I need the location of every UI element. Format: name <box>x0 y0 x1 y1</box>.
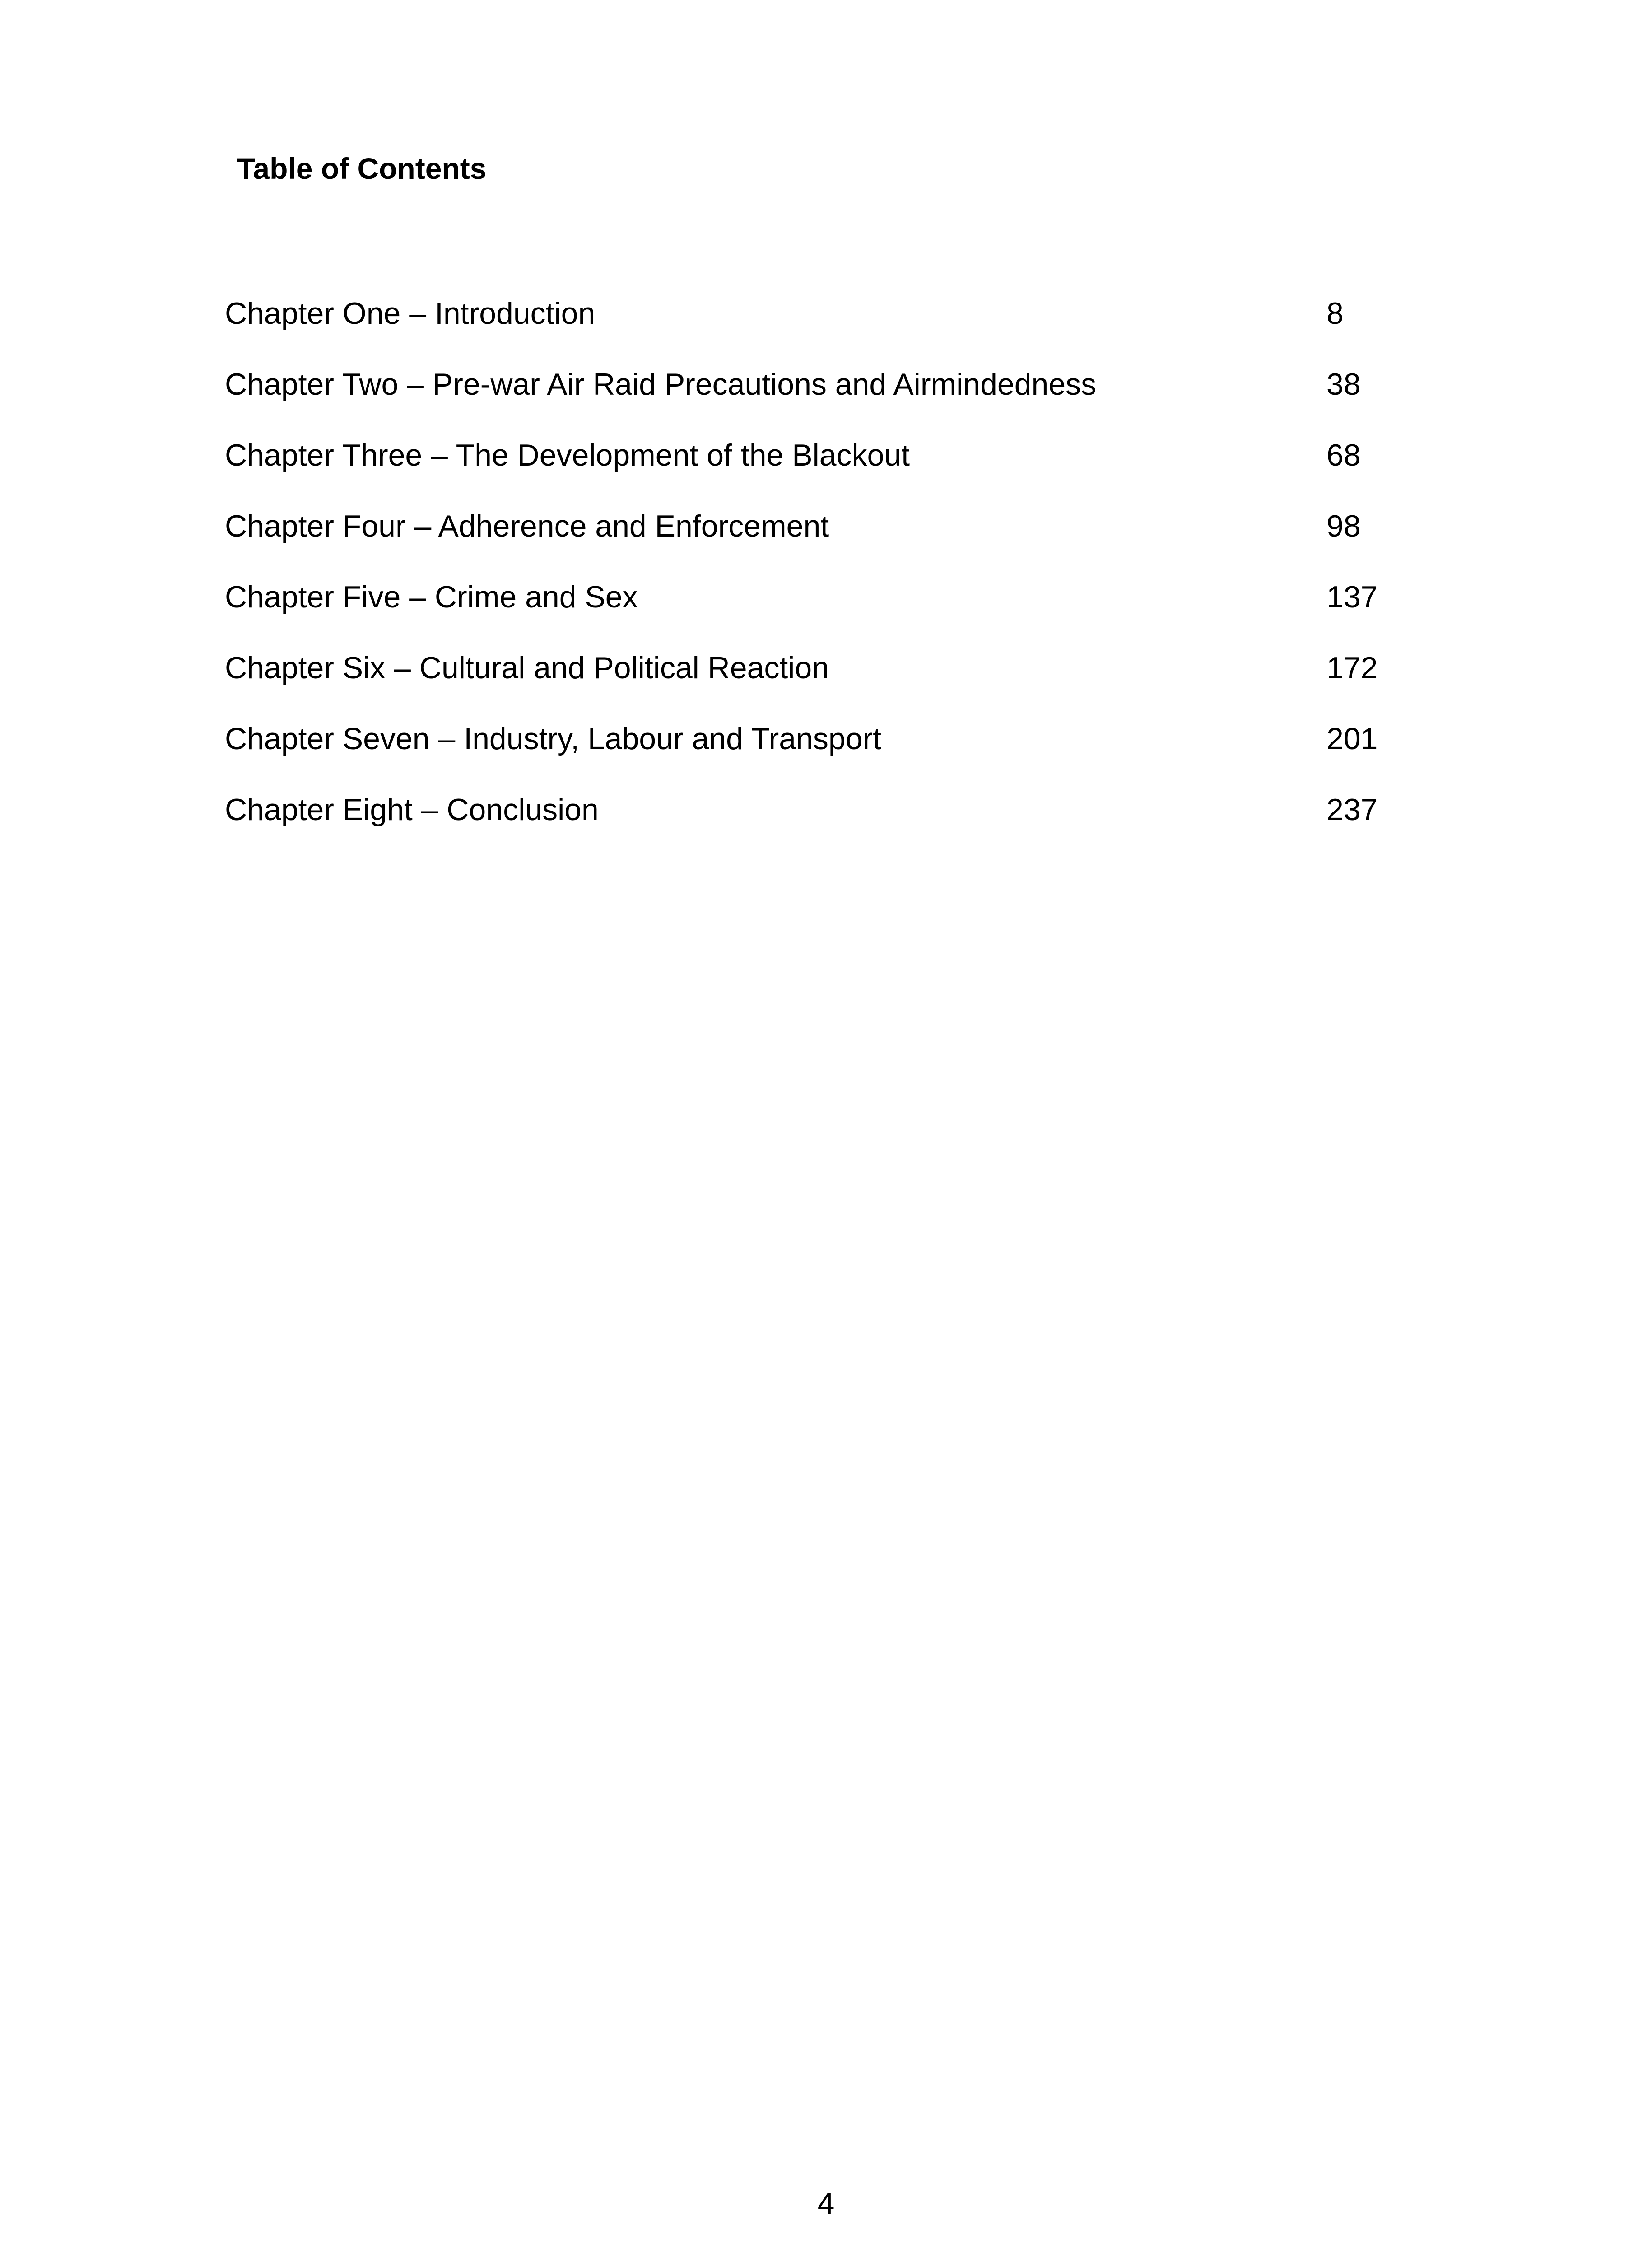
toc-entry-title: Chapter Eight – Conclusion <box>225 793 599 827</box>
toc-entry-chapter-six <box>225 653 1444 723</box>
toc-entry-chapter-eight <box>225 794 1444 865</box>
toc-entry-chapter-three <box>225 440 1444 511</box>
page-number: 4 <box>817 2186 835 2221</box>
toc-entry-page: 38 <box>1326 367 1361 401</box>
toc-entry-chapter-five <box>225 582 1444 653</box>
toc-entry-title: Chapter Four – Adherence and Enforcement <box>225 509 829 543</box>
toc-entry-page: 8 <box>1326 296 1344 331</box>
toc-entry-title: Chapter Five – Crime and Sex <box>225 580 638 614</box>
toc-entry-page: 98 <box>1326 509 1361 543</box>
toc-entry-page: 68 <box>1326 438 1361 472</box>
toc-heading: Table of Contents <box>237 152 487 185</box>
toc-entry-title: Chapter Six – Cultural and Political Reaction <box>225 651 829 685</box>
toc-entry-page: 172 <box>1326 651 1378 685</box>
toc-entry-chapter-one <box>225 298 1444 369</box>
toc-entry-title: Chapter Three – The Development of the Blackout <box>225 438 910 472</box>
toc-entry-page: 237 <box>1326 793 1378 827</box>
toc-entry-chapter-four <box>225 511 1444 582</box>
toc-entry-page: 137 <box>1326 580 1378 614</box>
toc-list <box>225 298 1444 865</box>
toc-entry-page: 201 <box>1326 722 1378 756</box>
toc-entry-title: Chapter Two – Pre-war Air Raid Precautions and Airmindedness <box>225 367 1097 401</box>
toc-entry-chapter-seven <box>225 723 1444 794</box>
toc-entry-chapter-two <box>225 369 1444 440</box>
toc-entry-title: Chapter One – Introduction <box>225 296 596 331</box>
toc-entry-title: Chapter Seven – Industry, Labour and Transport <box>225 722 882 756</box>
